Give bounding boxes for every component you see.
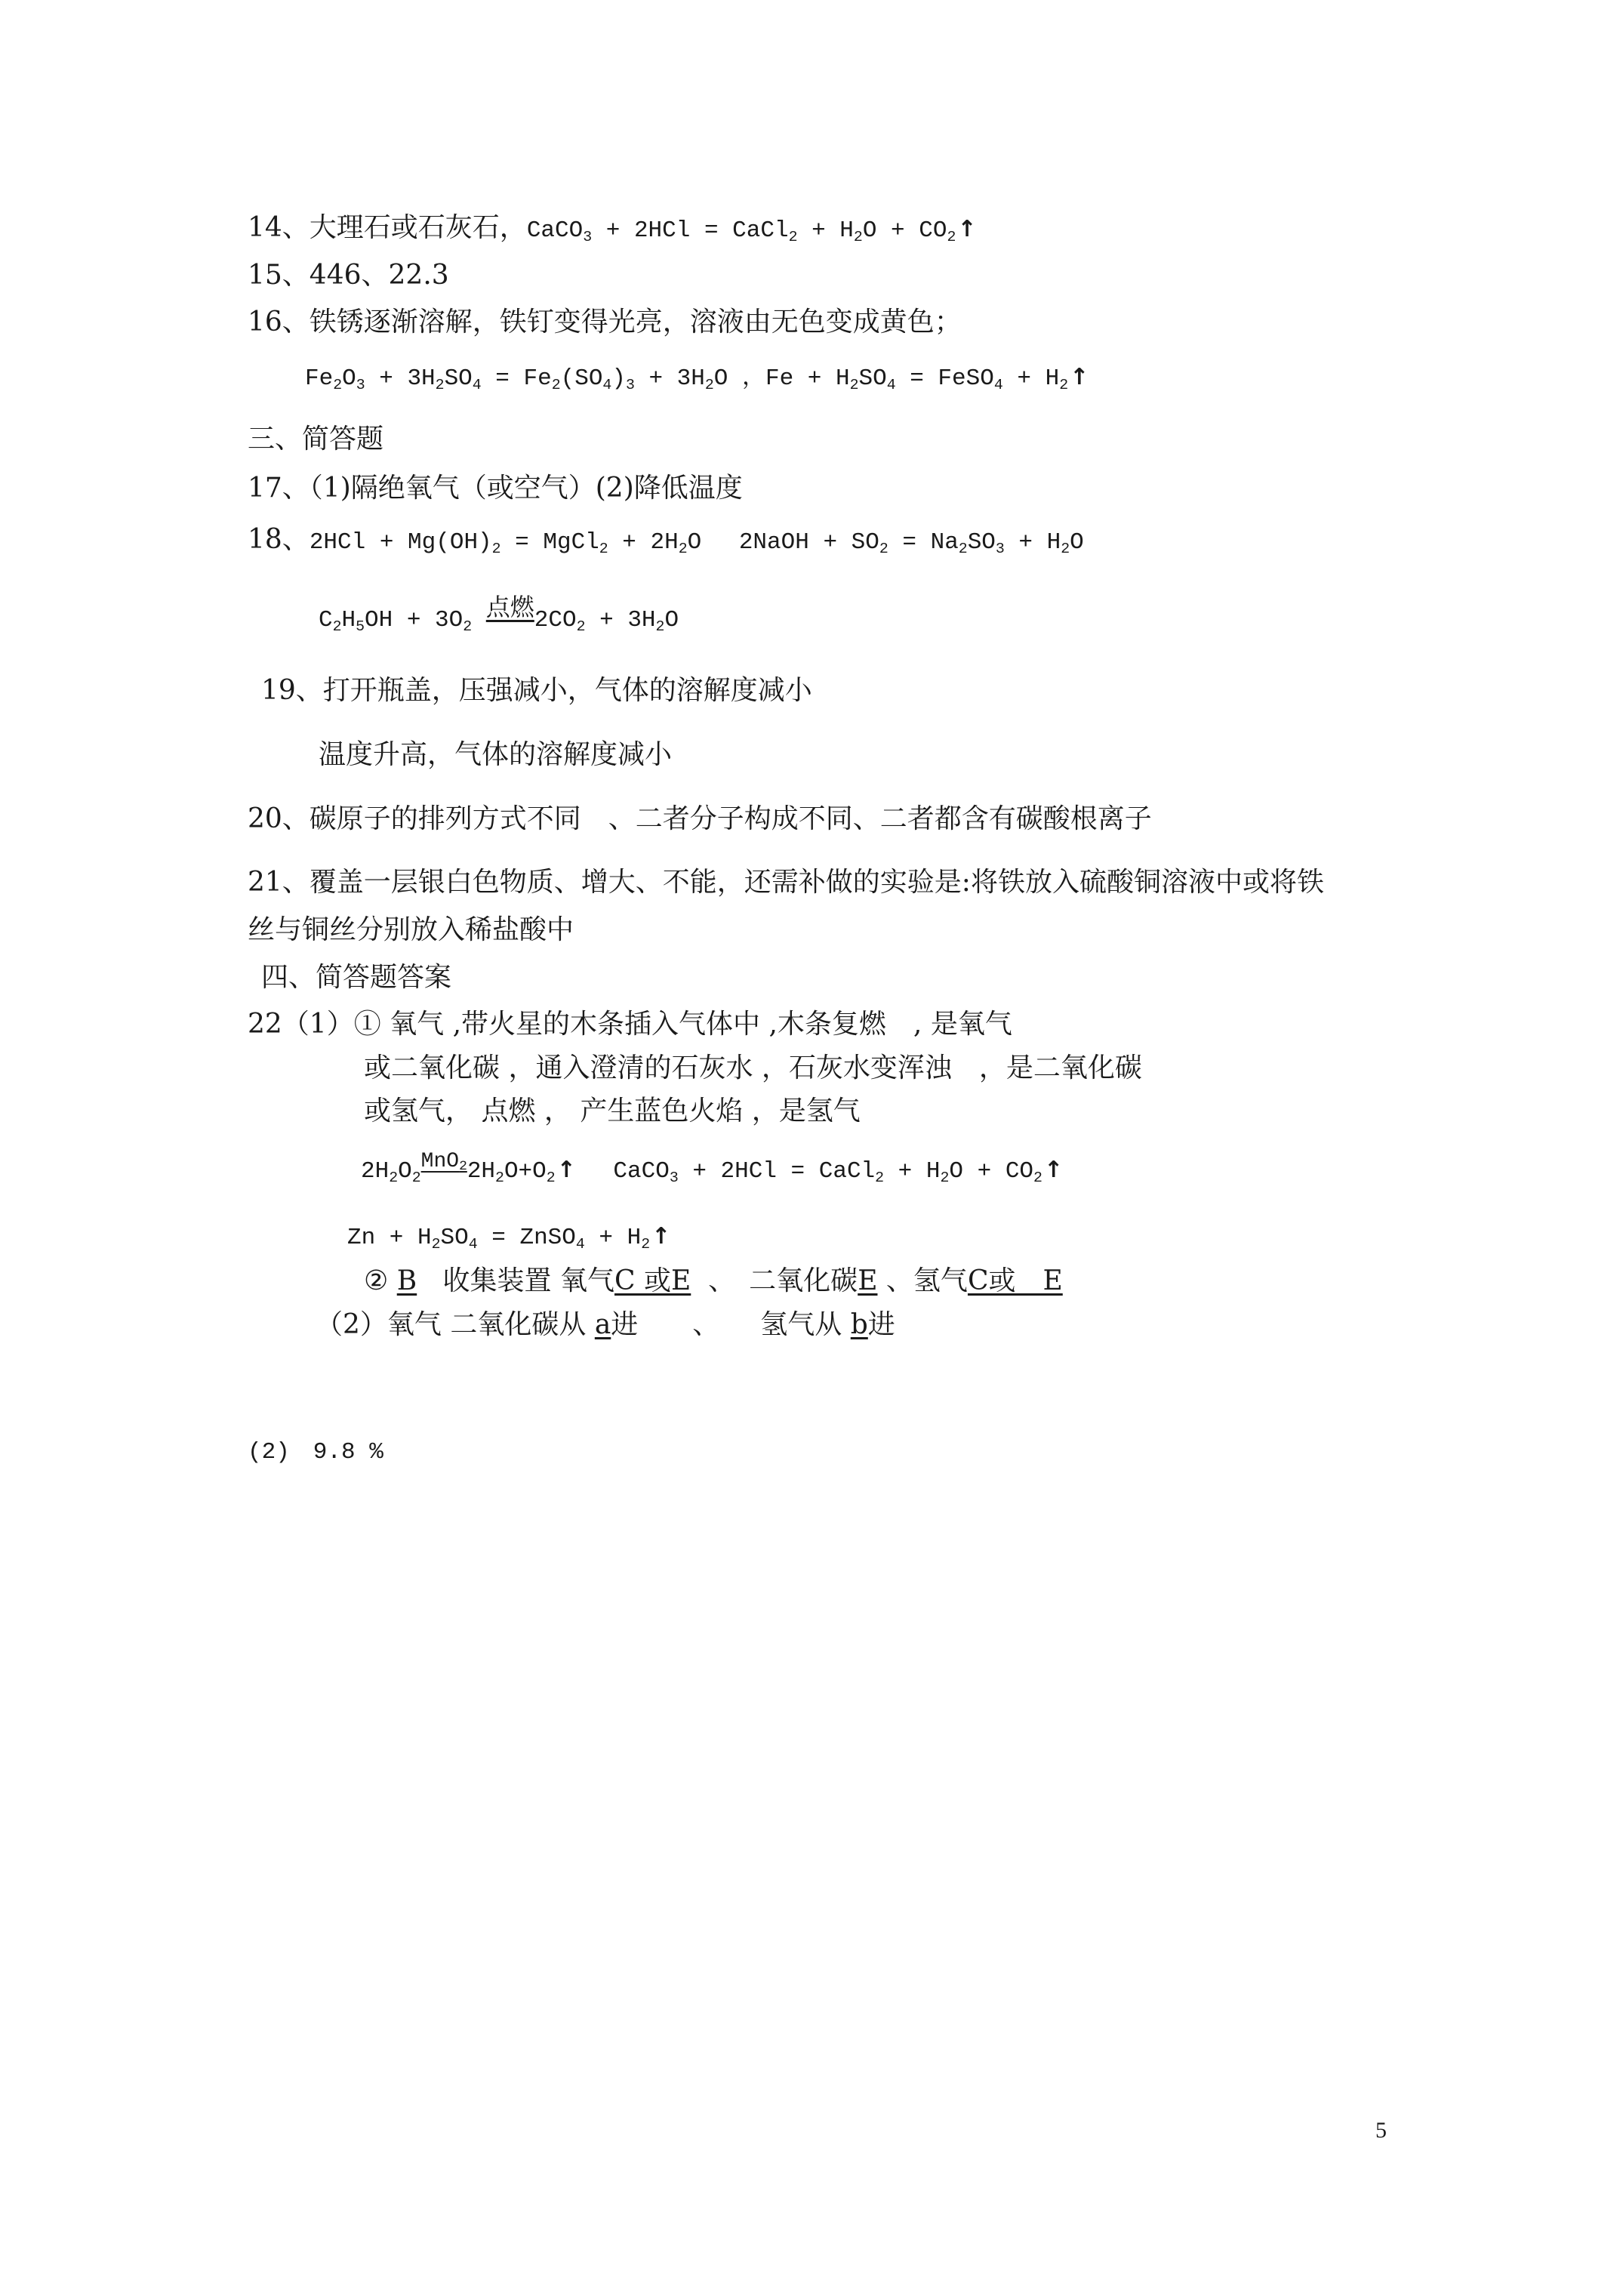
equation-16: $Fe_2O_3 + 3H_2SO_4 = Fe_2(SO_4)_3 + 3H_2O$ ，$Fe + H_2SO_4$ = FeSO$_4$ + $H_2↑$ (305, 364, 1089, 394)
collect-co2: E (858, 1265, 878, 1296)
collect-co2-label: 、 二氧化碳 (708, 1265, 858, 1296)
part2-b: b (850, 1309, 868, 1340)
answer-22-part2 (316, 1308, 895, 1341)
answer-14-text: 14、大理石或石灰石， (248, 212, 527, 243)
answer-2-percentage: (2) 9.8 % (248, 1439, 383, 1465)
answer-14 (248, 211, 977, 245)
page-number: 5 (1375, 2118, 1387, 2143)
answer-20: 20、碳原子的排列方式不同 、二者分子构成不同、二者都含有碳酸根离子 (248, 803, 1152, 834)
circle-two-marker: ② (364, 1265, 389, 1296)
answer-15: 15、446、22.3 (248, 260, 449, 291)
answer-19-line2: 温度升高，气体的溶解度减小 (319, 739, 673, 770)
section-heading-four: 四、简答题答案 (261, 962, 452, 993)
equation-18a: $2HCl + Mg(OH)_2$ = MgCl$_2$ + $2H_2O$ 2NaOH + $SO_2 = Na_2SO_3 + H_2O$ (309, 529, 1084, 558)
condition-ignite: 点燃 (485, 595, 534, 623)
part2-end: 进 (867, 1309, 895, 1340)
equation-22b: $Zn + H_2SO_4$ = ZnSO$_4$ + $H_2↑$ (347, 1223, 671, 1253)
equation-18b: $C_2H_5OH + 3O_2$ 点燃$2CO_2 + 3H_2O$ (319, 595, 679, 636)
answer-16: 16、铁锈逐渐溶解，铁钉变得光亮，溶液由无色变成黄色； (248, 307, 962, 337)
answer-18-label: 18、 (248, 524, 310, 555)
collect-text: 收集装置 氧气 (442, 1265, 614, 1296)
answer-21-line2: 丝与铜丝分别放入稀盐酸中 (248, 914, 574, 945)
section-heading-three: 三、简答题 (248, 424, 384, 455)
collect-h2-label: 、氢气 (885, 1265, 968, 1296)
collect-b: B (396, 1265, 417, 1296)
part2-mid: 进 、 氢气从 (611, 1309, 842, 1340)
answer-17: 17、（1)隔绝氧气（或空气）(2)降低温度 (248, 473, 743, 504)
answer-21-line1: 21、覆盖一层银白色物质、增大、不能，还需补做的实验是:将铁放入硫酸铜溶液中或将铁 (248, 867, 1324, 898)
equation-14: CaCO$_3$ + 2HCl = CaCl$_2$ + $H_2O$ + $CO_2↑$ (526, 216, 977, 246)
answer-22-line2: 或二氧化碳 ，通入澄清的石灰水 ，石灰水变浑浊 ，是二氧化碳 (364, 1052, 1142, 1083)
condition-catalyst: MnO2 (420, 1150, 467, 1175)
collect-h2: C或 E (967, 1265, 1063, 1296)
collect-o2: C 或E (614, 1265, 691, 1296)
catalyst-text: MnO (420, 1150, 460, 1173)
part2-prefix: （2）氧气 二氧化碳从 (316, 1309, 587, 1340)
answer-18 (248, 523, 1084, 556)
answer-19-line1: 19、打开瓶盖，压强减小，气体的溶解度减小 (261, 675, 812, 706)
equation-22a: $2H_2O_2MnO22H_2O+O_2↑$ CaCO$_3$ + 2HCl = CaCl$_2$ + $H_2O$ + $CO_2↑$ (361, 1150, 1064, 1187)
part2-a: a (594, 1309, 611, 1340)
answer-22-line3: 或氢气， 点燃 ， 产生蓝色火焰 ，是氢气 (364, 1096, 861, 1126)
answer-22-line1: 22（1）① 氧气 ,带火星的木条插入气体中 ,木条复燃 , 是氧气 (248, 1009, 1012, 1040)
answer-22-collection (364, 1265, 1063, 1297)
